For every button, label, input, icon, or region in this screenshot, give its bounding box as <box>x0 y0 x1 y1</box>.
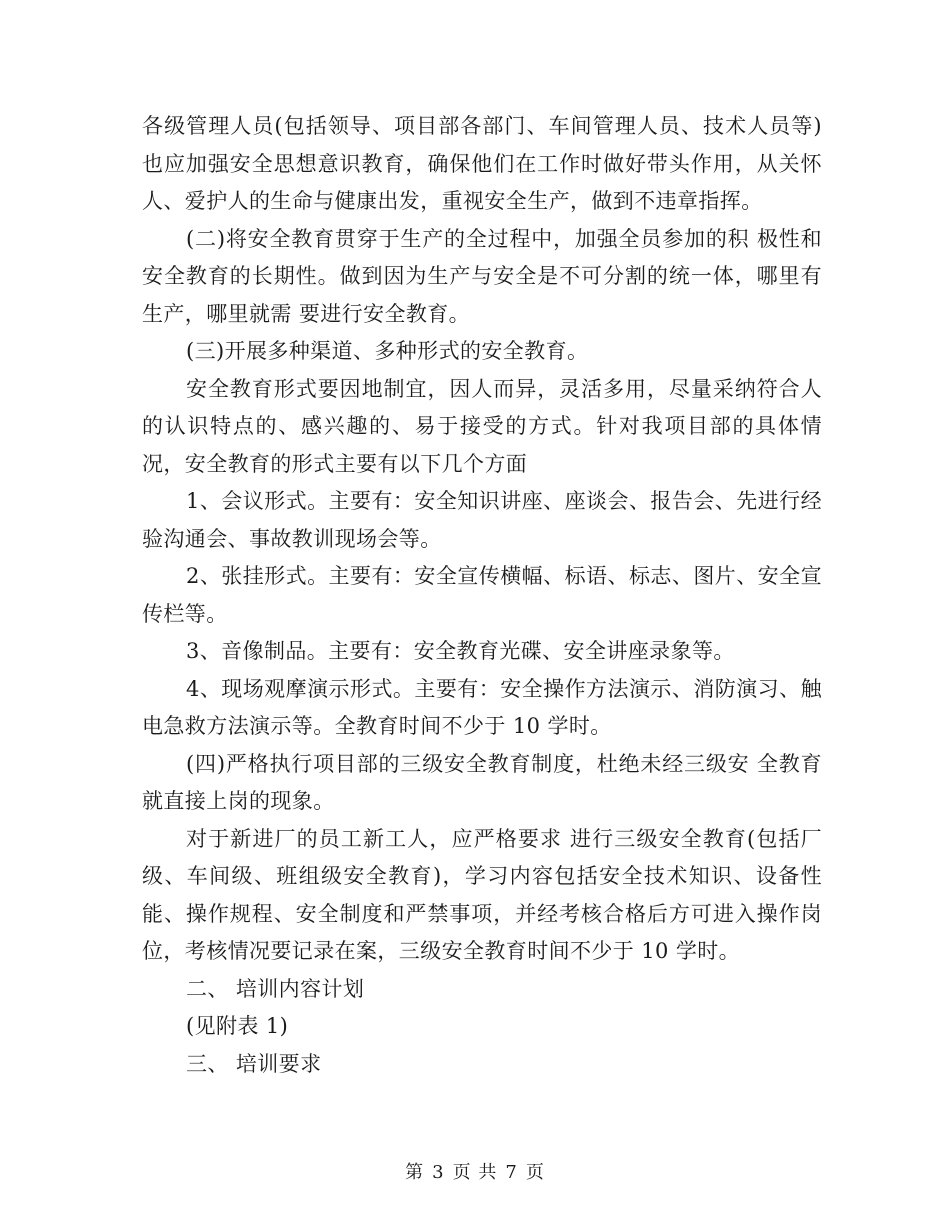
document-body <box>142 108 822 1083</box>
current-page-number: 3 <box>432 1162 445 1183</box>
paragraph-2: (二)将安全教育贯穿于生产的全过程中，加强全员参加的积 极性和安全教育的长期性。做到因为生产与安全是不可分割的统一体，哪里有生产，哪里就需 要进行安全教育。 <box>142 226 822 326</box>
paragraph-3: (三)开展多种渠道、多种形式的安全教育。 <box>186 339 589 363</box>
page-label-prefix: 第 <box>405 1162 425 1183</box>
section-heading-3: 三、 培训要求 <box>186 1051 322 1076</box>
page-label-mid: 页 共 <box>452 1162 498 1183</box>
appendix-reference: (见附表 1) <box>186 1014 289 1038</box>
paragraph-6: 2、张挂形式。主要有：安全宣传横幅、标语、标志、图片、安全宣传栏等。 <box>142 564 822 626</box>
paragraph-7: 3、音像制品。主要有：安全教育光碟、安全讲座录象等。 <box>186 639 735 663</box>
total-page-number: 7 <box>505 1162 518 1183</box>
page-label-suffix: 页 <box>525 1162 545 1183</box>
paragraph-10: 对于新进厂的员工新工人，应严格要求 进行三级安全教育(包括厂级、车间级、班组级安全教育)，学习内容包括安全技术知识、设备性能、操作规程、安全制度和严禁事项，并经考核合格后方可进入操作岗位，考核情况要记录在案，三级安全教育时间不少于 10 学时。 <box>142 826 822 963</box>
paragraph-5: 1、会议形式。主要有：安全知识讲座、座谈会、报告会、先进行经验沟通会、事故教训现场会等。 <box>142 489 822 551</box>
paragraph-4: 安全教育形式要因地制宜，因人而异，灵活多用，尽量采纳符合人的认识特点的、感兴趣的、易于接受的方式。针对我项目部的具体情况，安全教育的形式主要有以下几个方面 <box>142 376 822 476</box>
paragraph-8: 4、现场观摩演示形式。主要有：安全操作方法演示、消防演习、触电急救方法演示等。全教育时间不少于 10 学时。 <box>142 676 822 738</box>
page-footer <box>0 1158 950 1184</box>
paragraph-9: (四)严格执行项目部的三级安全教育制度，杜绝未经三级安 全教育就直接上岗的现象。 <box>142 751 822 813</box>
section-heading-2: 二、 培训内容计划 <box>186 976 365 1001</box>
paragraph-1: 各级管理人员(包括领导、项目部各部门、车间管理人员、技术人员等)也应加强安全思想意识教育，确保他们在工作时做好带头作用，从关怀人、爱护人的生命与健康出发，重视安全生产，做到不违章指挥。 <box>142 114 822 213</box>
